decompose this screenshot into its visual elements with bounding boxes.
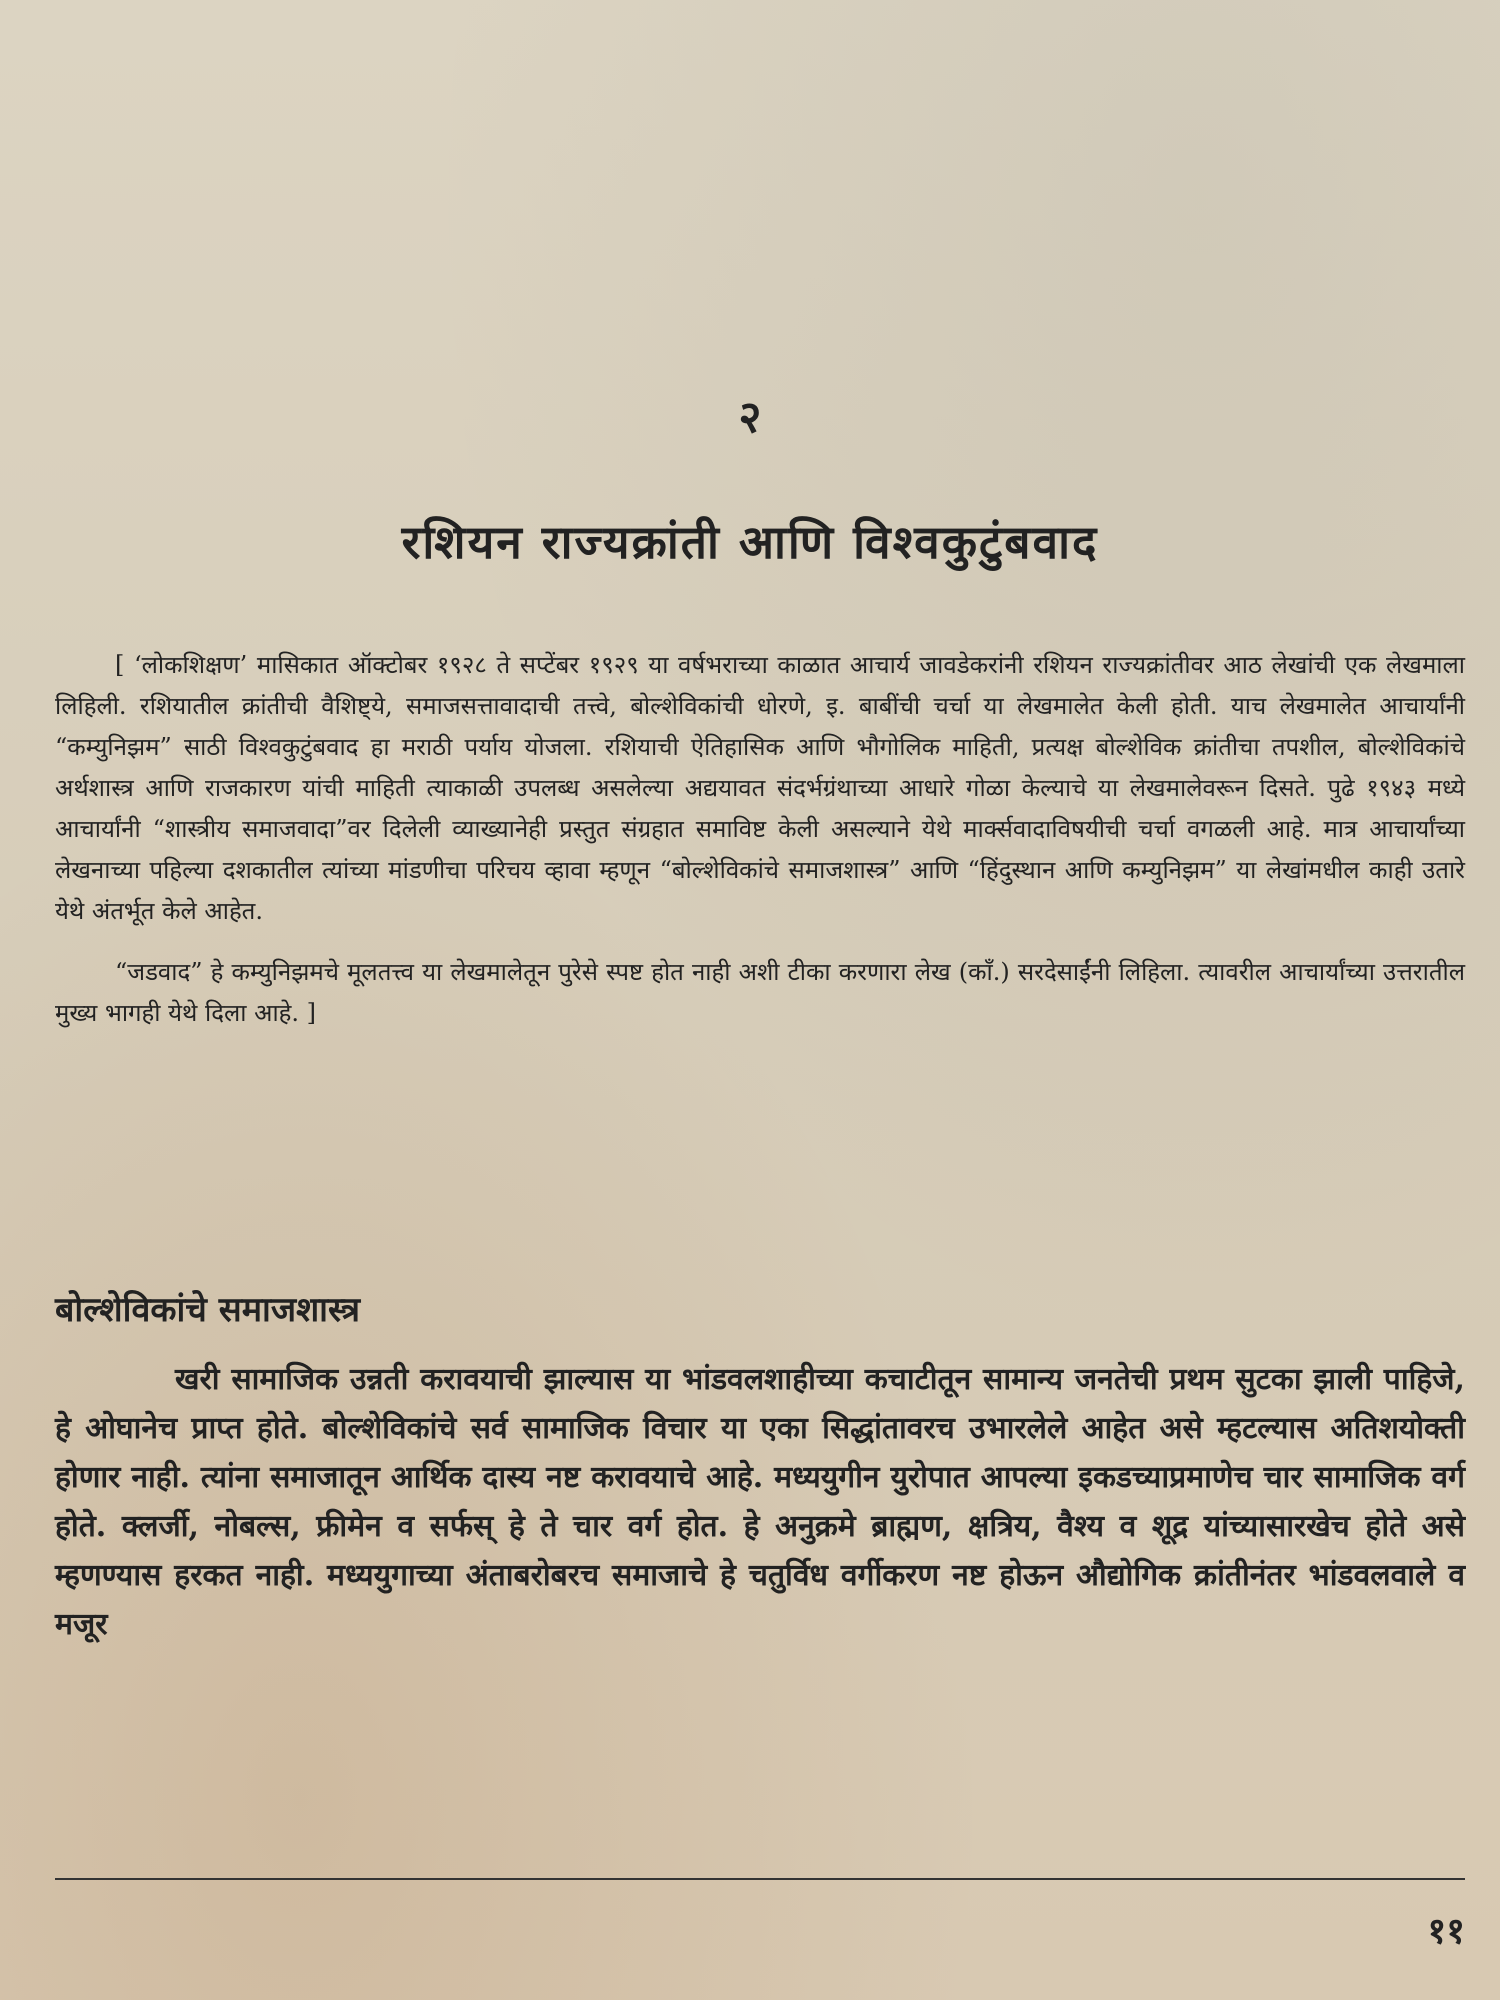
body-paragraph: खरी सामाजिक उन्नती करावयाची झाल्यास या भांडवलशाहीच्या कचाटीतून सामान्य जनतेची प्रथम सुटका झाली पाहिजे, हे ओघानेच प्राप्त होते. बोल्शेविकांचे सर्व सामाजिक विचार या एका सिद्धांतावरच उभारलेले आहेत असे म्हटल्यास अतिशयोक्ती होणार नाही. त्यांना समाजातून आर्थिक दास्य नष्ट करावयाचे आहे. मध्ययुगीन युरोपात आपल्या इकडच्याप्रमाणेच चार सामाजिक वर्ग होते. क्लर्जी, नोबल्स, फ्रीमेन व सर्फस् हे ते चार वर्ग होत. हे अनुक्रमे ब्राह्मण, क्षत्रिय, वैश्य व शूद्र यांच्यासारखेच होते असे म्हणण्यास हरकत नाही. मध्ययुगाच्या अंताबरोबरच समाजाचे हे चतुर्विध वर्गीकरण नष्ट होऊन औद्योगिक क्रांतीनंतर भांडवलवाले व मजूर — [55, 1362, 1465, 1642]
intro-paragraph-1: [ ‘लोकशिक्षण’ मासिकात ऑक्टोबर १९२८ ते सप्टेंबर १९२९ या वर्षभराच्या काळात आचार्य जावडेकरांनी रशियन राज्यक्रांतीवर आठ लेखांची एक लेखमाला लिहिली. रशियातील क्रांतीची वैशिष्ट्ये, समाजसत्तावादाची तत्त्वे, बोल्शेविकांची धोरणे, इ. बाबींची चर्चा या लेखमालेत केली होती. याच लेखमालेत आचार्यांनी “कम्युनिझम” साठी विश्वकुटुंबवाद हा मराठी पर्याय योजला. रशियाची ऐतिहासिक आणि भौगोलिक माहिती, प्रत्यक्ष बोल्शेविक क्रांतीचा तपशील, बोल्शेविकांचे अर्थशास्त्र आणि राजकारण यांची माहिती त्याकाळी उपलब्ध असलेल्या अद्ययावत संदर्भग्रंथाच्या आधारे गोळा केल्याचे या लेखमालेवरून दिसते. पुढे १९४३ मध्ये आचार्यांनी “शास्त्रीय समाजवादा”वर दिलेली व्याख्यानेही प्रस्तुत संग्रहात समाविष्ट केली असल्याने येथे मार्क्सवादाविषयीची चर्चा वगळली आहे. मात्र आचार्यांच्या लेखनाच्या पहिल्या दशकातील त्यांच्या मांडणीचा परिचय व्हावा म्हणून “बोल्शेविकांचे समाजशास्त्र” आणि “हिंदुस्थान आणि कम्युनिझम” या लेखांमधील काही उतारे येथे अंतर्भूत केले आहेत. — [55, 651, 1465, 925]
chapter-title: रशियन राज्यक्रांती आणि विश्वकुटुंबवाद — [401, 515, 1099, 569]
footer-rule — [55, 1878, 1465, 1880]
section-body — [55, 1355, 1465, 1649]
page-number: ११ — [1427, 1910, 1465, 1952]
editorial-introduction — [55, 645, 1465, 1054]
section-heading: बोल्शेविकांचे समाजशास्त्र — [55, 1290, 360, 1330]
intro-paragraph-2: “जडवाद” हे कम्युनिझमचे मूलतत्त्व या लेखमालेतून पुरेसे स्पष्ट होत नाही अशी टीका करणारा लेख (कॉं.) सरदेसाईंनी लिहिला. त्यावरील आचार्यांच्या उत्तरातील मुख्य भागही येथे दिला आहे. ] — [55, 958, 1465, 1027]
chapter-number: २ — [738, 392, 762, 443]
